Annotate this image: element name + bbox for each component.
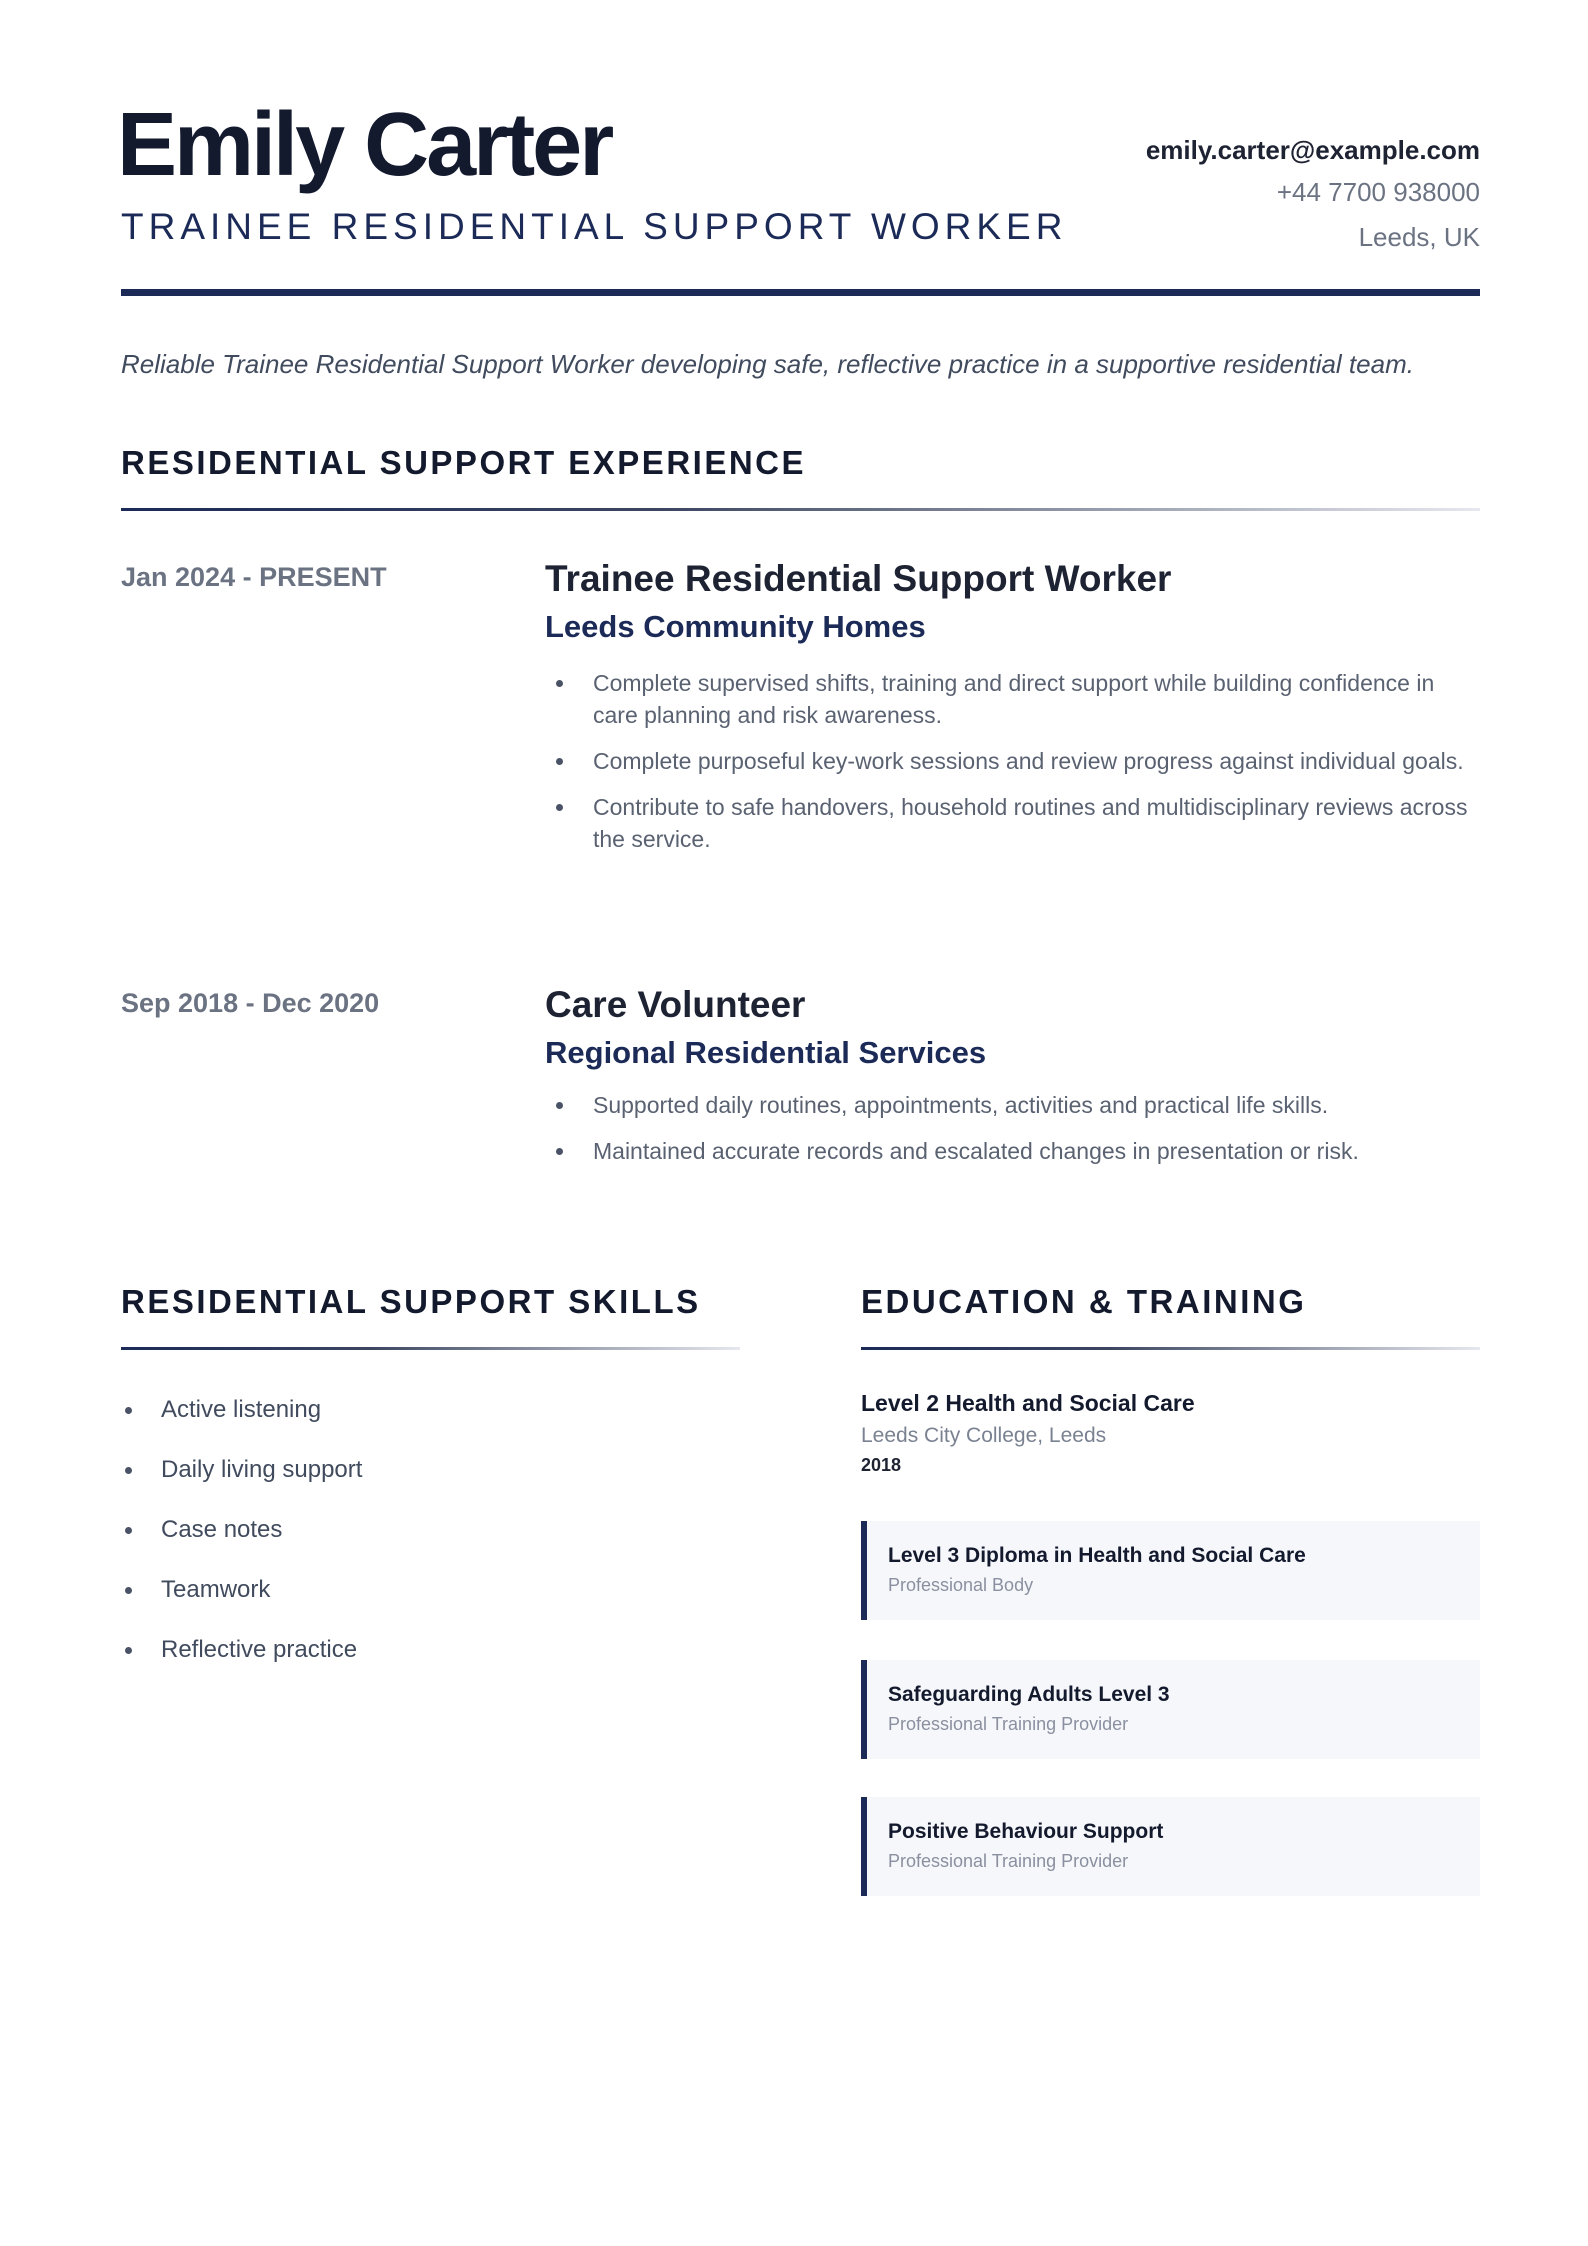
job-company: Regional Residential Services bbox=[545, 1035, 987, 1070]
certification-issuer: Professional Training Provider bbox=[888, 1851, 1129, 1871]
skill-label: Daily living support bbox=[161, 1456, 363, 1483]
bullet-dot-icon bbox=[125, 1527, 132, 1534]
certification-name: Positive Behaviour Support bbox=[888, 1820, 1164, 1843]
header-divider bbox=[121, 289, 1480, 296]
certification-name: Level 3 Diploma in Health and Social Care bbox=[888, 1544, 1306, 1567]
skill-item bbox=[121, 1450, 362, 1490]
education-institution: Leeds City College, Leeds bbox=[861, 1424, 1107, 1447]
job-body bbox=[545, 557, 1480, 869]
skills-section-title: RESIDENTIAL SUPPORT SKILLS bbox=[121, 1283, 701, 1320]
contact-phone: +44 7700 938000 bbox=[1276, 177, 1480, 207]
certification-card bbox=[861, 1521, 1480, 1620]
skill-item bbox=[121, 1510, 362, 1550]
job-bullet-text: Contribute to safe handovers, household routines and multidisciplinary reviews across the service. bbox=[593, 794, 1468, 852]
certification-issuer: Professional Body bbox=[888, 1575, 1034, 1595]
candidate-role: TRAINEE RESIDENTIAL SUPPORT WORKER bbox=[121, 206, 1068, 247]
job-bullets bbox=[545, 667, 1480, 855]
skills-list bbox=[121, 1390, 362, 1690]
bullet-dot-icon bbox=[125, 1647, 132, 1654]
job-body bbox=[545, 983, 1480, 1181]
education-section-divider bbox=[861, 1347, 1480, 1350]
bullet-dot-icon bbox=[556, 758, 563, 765]
experience-section-divider bbox=[121, 508, 1480, 511]
job-bullet bbox=[545, 1135, 1480, 1167]
education-section-title: EDUCATION & TRAINING bbox=[861, 1283, 1307, 1320]
job-bullet-text: Maintained accurate records and escalated changes in presentation or risk. bbox=[593, 1138, 1359, 1164]
education-degree: Level 2 Health and Social Care bbox=[861, 1390, 1195, 1416]
bullet-dot-icon bbox=[556, 804, 563, 811]
contact-location: Leeds, UK bbox=[1358, 222, 1480, 252]
bullet-dot-icon bbox=[556, 1102, 563, 1109]
job-title: Care Volunteer bbox=[545, 984, 806, 1025]
skill-label: Teamwork bbox=[161, 1576, 271, 1603]
resume-header bbox=[117, 95, 1480, 295]
bullet-dot-icon bbox=[125, 1587, 132, 1594]
job-date: Jan 2024 - PRESENT bbox=[121, 562, 387, 592]
resume-page bbox=[117, 0, 1480, 2246]
skill-item bbox=[121, 1570, 362, 1610]
bullet-dot-icon bbox=[125, 1467, 132, 1474]
certification-name: Safeguarding Adults Level 3 bbox=[888, 1683, 1170, 1706]
job-bullet bbox=[545, 1089, 1480, 1121]
job-title: Trainee Residential Support Worker bbox=[545, 558, 1172, 599]
job-date: Sep 2018 - Dec 2020 bbox=[121, 988, 380, 1018]
job-bullet-text: Supported daily routines, appointments, activities and practical life skills. bbox=[593, 1092, 1329, 1118]
experience-section-title: RESIDENTIAL SUPPORT EXPERIENCE bbox=[121, 444, 807, 481]
certification-card bbox=[861, 1797, 1480, 1896]
contact-block bbox=[1146, 130, 1480, 260]
skill-item bbox=[121, 1390, 362, 1430]
job-bullet bbox=[545, 745, 1480, 777]
contact-email[interactable]: emily.carter@example.com bbox=[1145, 135, 1480, 165]
job-bullet-text: Complete supervised shifts, training and direct support while building confidence in care planning and risk awareness. bbox=[593, 670, 1435, 728]
bullet-dot-icon bbox=[556, 680, 563, 687]
certification-issuer: Professional Training Provider bbox=[888, 1714, 1129, 1734]
certification-card bbox=[861, 1660, 1480, 1759]
job-bullets bbox=[545, 1089, 1480, 1167]
skill-item bbox=[121, 1630, 362, 1670]
profile-summary: Reliable Trainee Residential Support Worker developing safe, reflective practice in a supportive residential team. bbox=[121, 349, 1414, 379]
education-year: 2018 bbox=[861, 1455, 902, 1475]
skill-label: Reflective practice bbox=[161, 1636, 358, 1663]
education-entry bbox=[861, 1386, 1480, 1478]
candidate-name: Emily Carter bbox=[117, 95, 612, 195]
skill-label: Active listening bbox=[161, 1396, 322, 1423]
job-bullet bbox=[545, 791, 1480, 855]
job-bullet bbox=[545, 667, 1480, 731]
job-bullet-text: Complete purposeful key-work sessions and review progress against individual goals. bbox=[593, 748, 1464, 774]
skills-section-divider bbox=[121, 1347, 740, 1350]
bullet-dot-icon bbox=[556, 1148, 563, 1155]
job-company: Leeds Community Homes bbox=[545, 609, 926, 644]
bullet-dot-icon bbox=[125, 1407, 132, 1414]
skill-label: Case notes bbox=[161, 1516, 283, 1543]
